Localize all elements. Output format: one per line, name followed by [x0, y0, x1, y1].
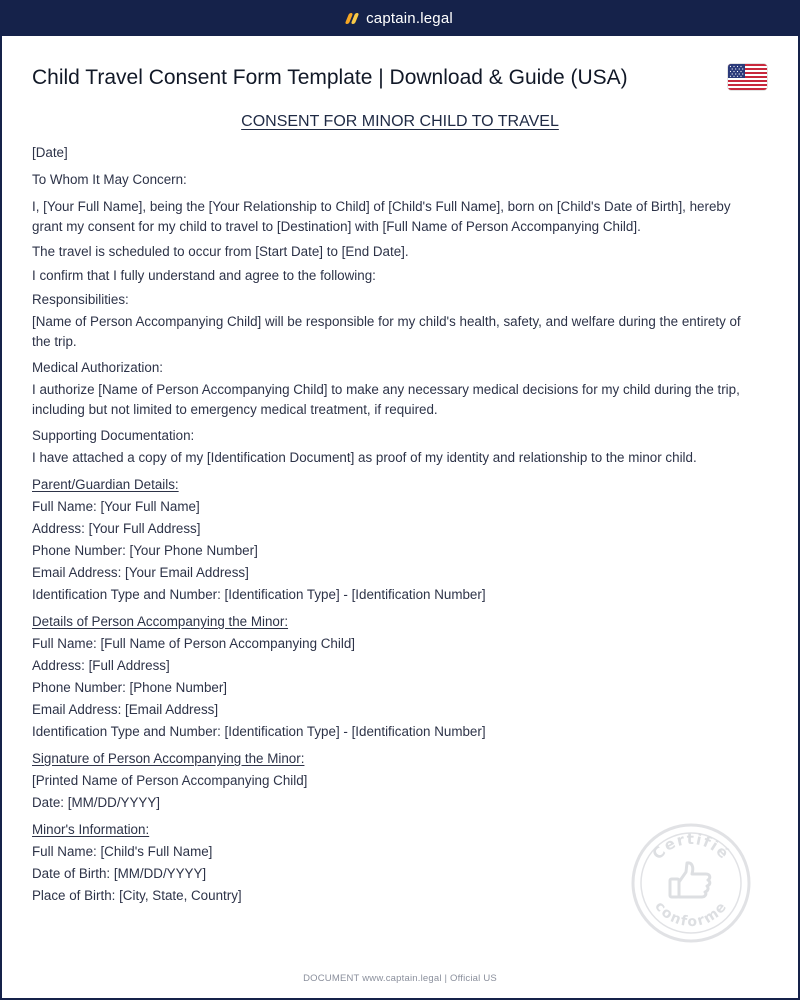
guardian-line: Full Name: [Your Full Name]: [32, 499, 200, 514]
medical-label: Medical Authorization:: [32, 360, 164, 375]
guardian-line: Phone Number: [Your Phone Number]: [32, 543, 258, 558]
medical-section: [32, 358, 757, 420]
us-flag-icon: [728, 64, 767, 90]
responsibilities-section: [32, 290, 757, 352]
supporting-section: [32, 426, 757, 468]
date-line: [Date]: [32, 145, 68, 160]
certified-stamp: [630, 822, 752, 944]
supporting-text: I have attached a copy of my [Identification Document] as proof of my identity and relationship to the minor child.: [32, 450, 697, 465]
signature-line: Date: [MM/DD/YYYY]: [32, 795, 160, 810]
accompanying-line: Identification Type and Number: [Identification Type] - [Identification Number]: [32, 724, 486, 739]
top-bar: [0, 0, 800, 36]
guardian-label: Parent/Guardian Details:: [32, 477, 179, 492]
minor-line: Full Name: [Child's Full Name]: [32, 844, 213, 859]
intro-paragraph: I, [Your Full Name], being the [Your Relationship to Child] of [Child's Full Name], born on [Child's Date of Birth], hereby grant my consent for my child to travel to [Destination] with [Full Name of Person Accompanying Child].: [32, 199, 731, 234]
svg-text:Certifié: [649, 830, 734, 863]
guardian-line: Identification Type and Number: [Identification Type] - [Identification Number]: [32, 587, 486, 602]
signature-line: [Printed Name of Person Accompanying Child]: [32, 773, 308, 788]
stamp-top-text: Certifié: [648, 829, 734, 864]
stamp-bottom-text: conforme: [651, 898, 731, 931]
accompanying-line: Email Address: [Email Address]: [32, 702, 219, 717]
footer-text: DOCUMENT www.captain.legal | Official US: [303, 973, 497, 984]
accompanying-line: Full Name: [Full Name of Person Accompanying Child]: [32, 636, 355, 651]
thumbs-up-icon: [670, 863, 710, 897]
accompanying-section: [32, 611, 757, 743]
signature-label: Signature of Person Accompanying the Minor:: [32, 751, 305, 766]
captain-logo-icon: [345, 13, 359, 24]
svg-text:conforme: [651, 898, 730, 930]
guardian-section: [32, 474, 757, 606]
signature-section: [32, 748, 757, 814]
medical-text: I authorize [Name of Person Accompanying Child] to make any necessary medical decisions for my child during the trip, including but not limited to emergency medical treatment, if required.: [32, 382, 740, 417]
document-body: [32, 143, 757, 912]
supporting-label: Supporting Documentation:: [32, 428, 195, 443]
brand-name[interactable]: captain.legal: [366, 9, 453, 27]
minor-line: Date of Birth: [MM/DD/YYYY]: [32, 866, 207, 881]
document-title: Child Travel Consent Form Template | Download & Guide (USA): [32, 66, 628, 89]
confirm-paragraph: I confirm that I fully understand and agree to the following:: [32, 268, 376, 283]
minor-label: Minor's Information:: [32, 822, 150, 837]
guardian-line: Email Address: [Your Email Address]: [32, 565, 249, 580]
salutation: To Whom It May Concern:: [32, 172, 187, 187]
accompanying-line: Address: [Full Address]: [32, 658, 170, 673]
accompanying-label: Details of Person Accompanying the Minor:: [32, 614, 289, 629]
minor-line: Place of Birth: [City, State, Country]: [32, 888, 242, 903]
responsibilities-text: [Name of Person Accompanying Child] will be responsible for my child's health, safety, and welfare during the entirety of the trip.: [32, 314, 741, 349]
form-heading: CONSENT FOR MINOR CHILD TO TRAVEL: [241, 113, 559, 130]
accompanying-line: Phone Number: [Phone Number]: [32, 680, 228, 695]
guardian-line: Address: [Your Full Address]: [32, 521, 201, 536]
responsibilities-label: Responsibilities:: [32, 292, 129, 307]
schedule-paragraph: The travel is scheduled to occur from [Start Date] to [End Date].: [32, 244, 409, 259]
